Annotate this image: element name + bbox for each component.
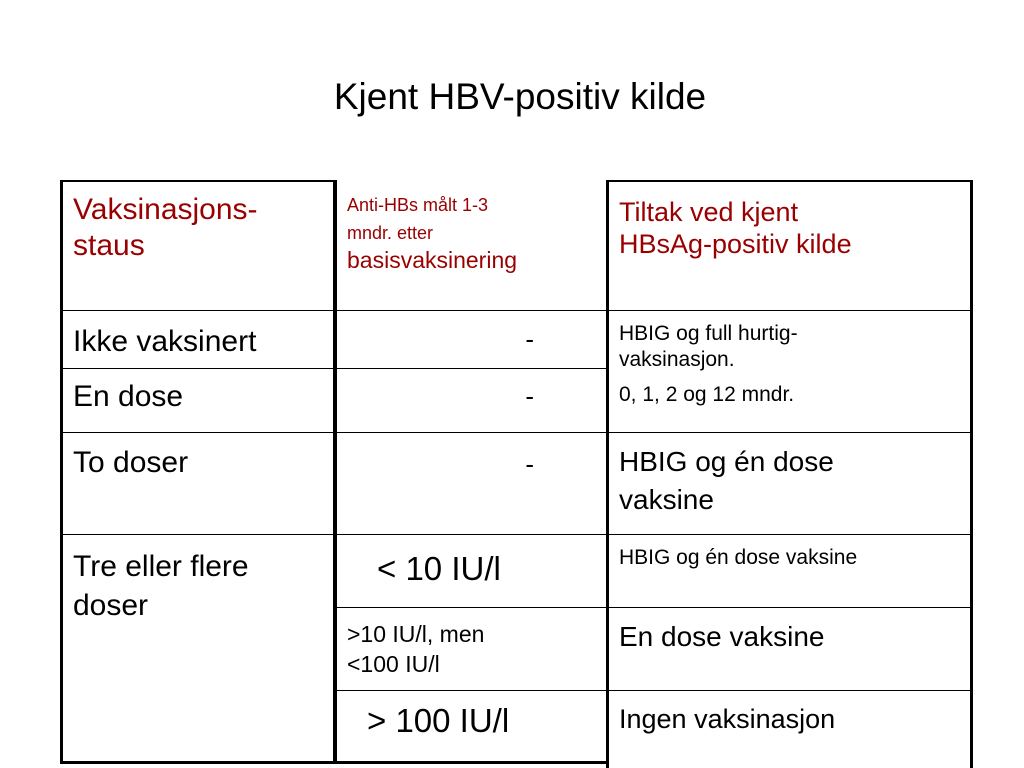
- status-header: [63, 182, 333, 264]
- status-cell: Ikke vaksinert: [73, 325, 257, 358]
- antibody-cell: [337, 608, 606, 680]
- status-cell-line: Tre eller flere: [73, 550, 249, 583]
- action-cell-line: HBIG og én dose: [619, 446, 834, 477]
- action-cell-line: vaksinasjon.: [619, 348, 735, 372]
- antibody-cell-line: >10 IU/l, men: [347, 621, 485, 647]
- antibody-header-line: Anti-HBs målt 1-3: [347, 195, 489, 215]
- antibody-divider: [333, 310, 609, 311]
- action-cell-line: HBIG og full hurtig-: [619, 322, 798, 345]
- status-header-line: Vaksinasjons-: [73, 193, 258, 226]
- status-cell: En dose: [73, 380, 184, 413]
- action-cell-line: vaksine: [619, 483, 714, 515]
- action-header-line: Tiltak ved kjent: [619, 197, 799, 227]
- action-header: [609, 182, 970, 261]
- antibody-header: [337, 182, 606, 273]
- status-cell: [63, 535, 333, 625]
- table-border-right: [970, 180, 973, 768]
- status-divider: [60, 310, 336, 311]
- action-cell-line: 0, 1, 2 og 12 mndr.: [619, 382, 795, 406]
- antibody-cell: -: [525, 381, 534, 411]
- action-cell: HBIG og én dose vaksine: [619, 546, 858, 569]
- action-cell: Ingen vaksinasjon: [619, 704, 836, 734]
- status-cell-line: doser: [73, 589, 149, 622]
- antibody-cell: > 100 IU/l: [367, 702, 510, 739]
- action-cell: En dose vaksine: [619, 621, 825, 652]
- antibody-cell: -: [525, 449, 534, 479]
- page-title: Kjent HBV-positiv kilde: [333, 76, 707, 117]
- action-cell: [609, 433, 970, 519]
- action-cell: [609, 311, 970, 408]
- status-header-line: staus: [73, 229, 145, 262]
- antibody-header-line: basisvaksinering: [347, 246, 518, 273]
- table-border-bottom: [60, 761, 609, 764]
- antibody-cell: -: [525, 324, 534, 354]
- antibody-cell-line: <100 IU/l: [347, 650, 440, 677]
- antibody-header-line: mndr. etter: [347, 222, 434, 243]
- action-header-line: HBsAg-positiv kilde: [619, 229, 852, 260]
- antibody-cell: < 10 IU/l: [377, 550, 501, 587]
- status-cell: To doser: [73, 446, 189, 479]
